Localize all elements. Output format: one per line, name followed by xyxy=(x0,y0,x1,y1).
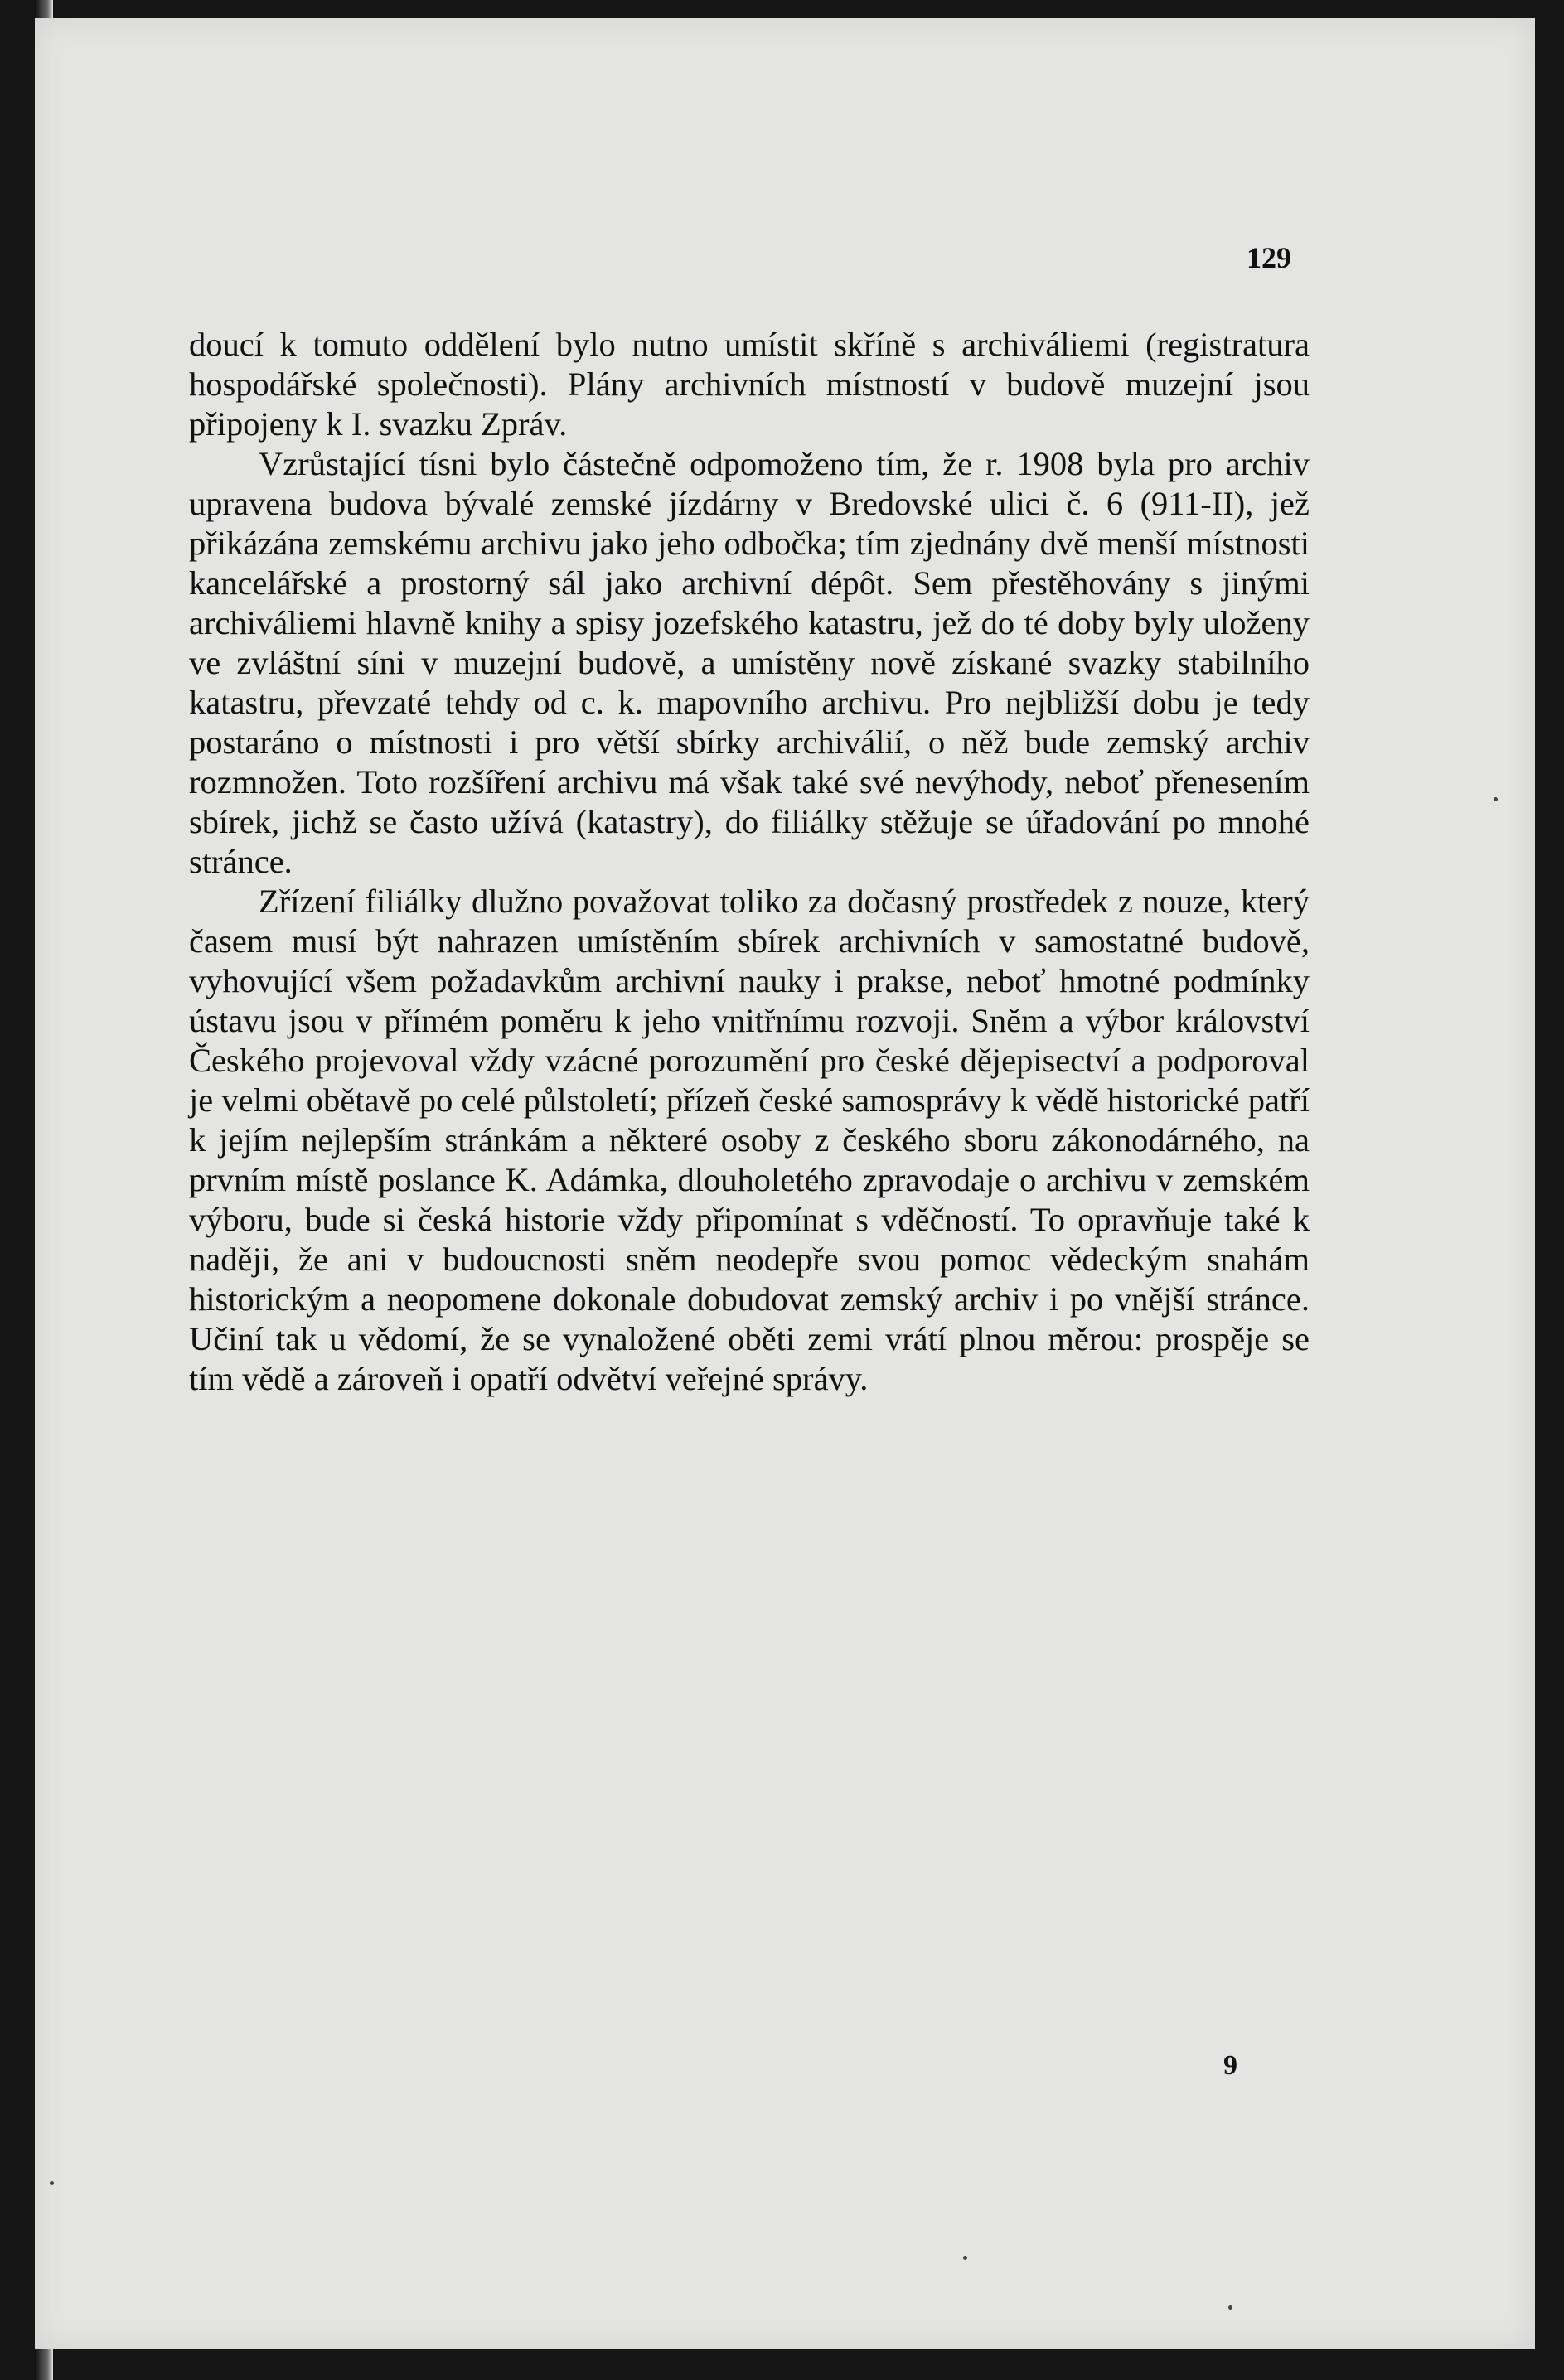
paper-sheet xyxy=(35,18,1535,2349)
page-number: 129 xyxy=(1247,241,1291,274)
paragraph-2: Vzrůstající tísni bylo částečně odpomoženo tím, že r. 1908 byla pro archiv upravena budova bývalé zemské jízdárny v Bredovské ulici č. 6 (911-II), jež přikázána zemskému archivu jako jeho odbočka; tím zjednány dvě menší místnosti kancelářské a prostorný sál jako archivní dépôt. Sem přestěhovány s jinými archiváliemi hlavně knihy a spisy jozefského katastru, jež do té doby byly uloženy ve zvláštní síni v muzejní budově, a umístěny nově získané svazky stabilního katastru, převzaté tehdy od c. k. mapovního archivu. Pro nejbližší dobu je tedy postaráno o místnosti i pro větší sbírky archiválií, o něž bude zemský archiv rozmnožen. Toto rozšíření archivu má však také své nevýhody, neboť přenesením sbírek, jichž se často užívá (katastry), do filiálky stěžuje se úřadování po mnohé stránce. xyxy=(189,445,1310,880)
signature-mark: 9 xyxy=(1223,2050,1237,2081)
paragraph-3: Zřízení filiálky dlužno považovat toliko za dočasný prostředek z nouze, který časem musí být nahrazen umístěním sbírek archivních v samostatné budově, vyhovující všem požadavkům archivní nauky i prakse, neboť hmotné podmínky ústavu jsou v přímém poměru k jeho vnitřnímu rozvoji. Sněm a výbor království Českého projevoval vždy vzácné porozumění pro české dějepisectví a podporoval je velmi obětavě po celé půlstoletí; přízeň české samosprávy k vědě historické patří k jejím nejlepším stránkám a některé osoby z českého sboru zákonodárného, na prvním místě poslance K. Adámka, dlouholetého zpravodaje o archivu v zemském výboru, bude si česká historie vždy připomínat s vděčností. To opravňuje také k naději, že ani v budoucnosti sněm neodepře svou pomoc vědeckým snahám historickým a neopomene dokonale dobudovat zemský archiv i po vnější stránce. Učiní tak u vědomí, že se vynaložené oběti zemi vrátí plnou měrou: prospěje se tím vědě a zároveň i opatří odvětví veřejné správy. xyxy=(189,883,1310,1397)
dust-speck xyxy=(50,2181,54,2185)
body-text xyxy=(189,325,1310,1399)
dust-speck xyxy=(963,2256,967,2260)
dust-speck xyxy=(1228,2305,1232,2310)
paragraph-1: doucí k tomuto oddělení bylo nutno umístit skříně s archiváliemi (registratura hospodářské společnosti). Plány archivních místností v budově muzejní jsou připojeny k I. svazku Zpráv. xyxy=(189,326,1310,443)
dust-speck xyxy=(1494,797,1498,801)
